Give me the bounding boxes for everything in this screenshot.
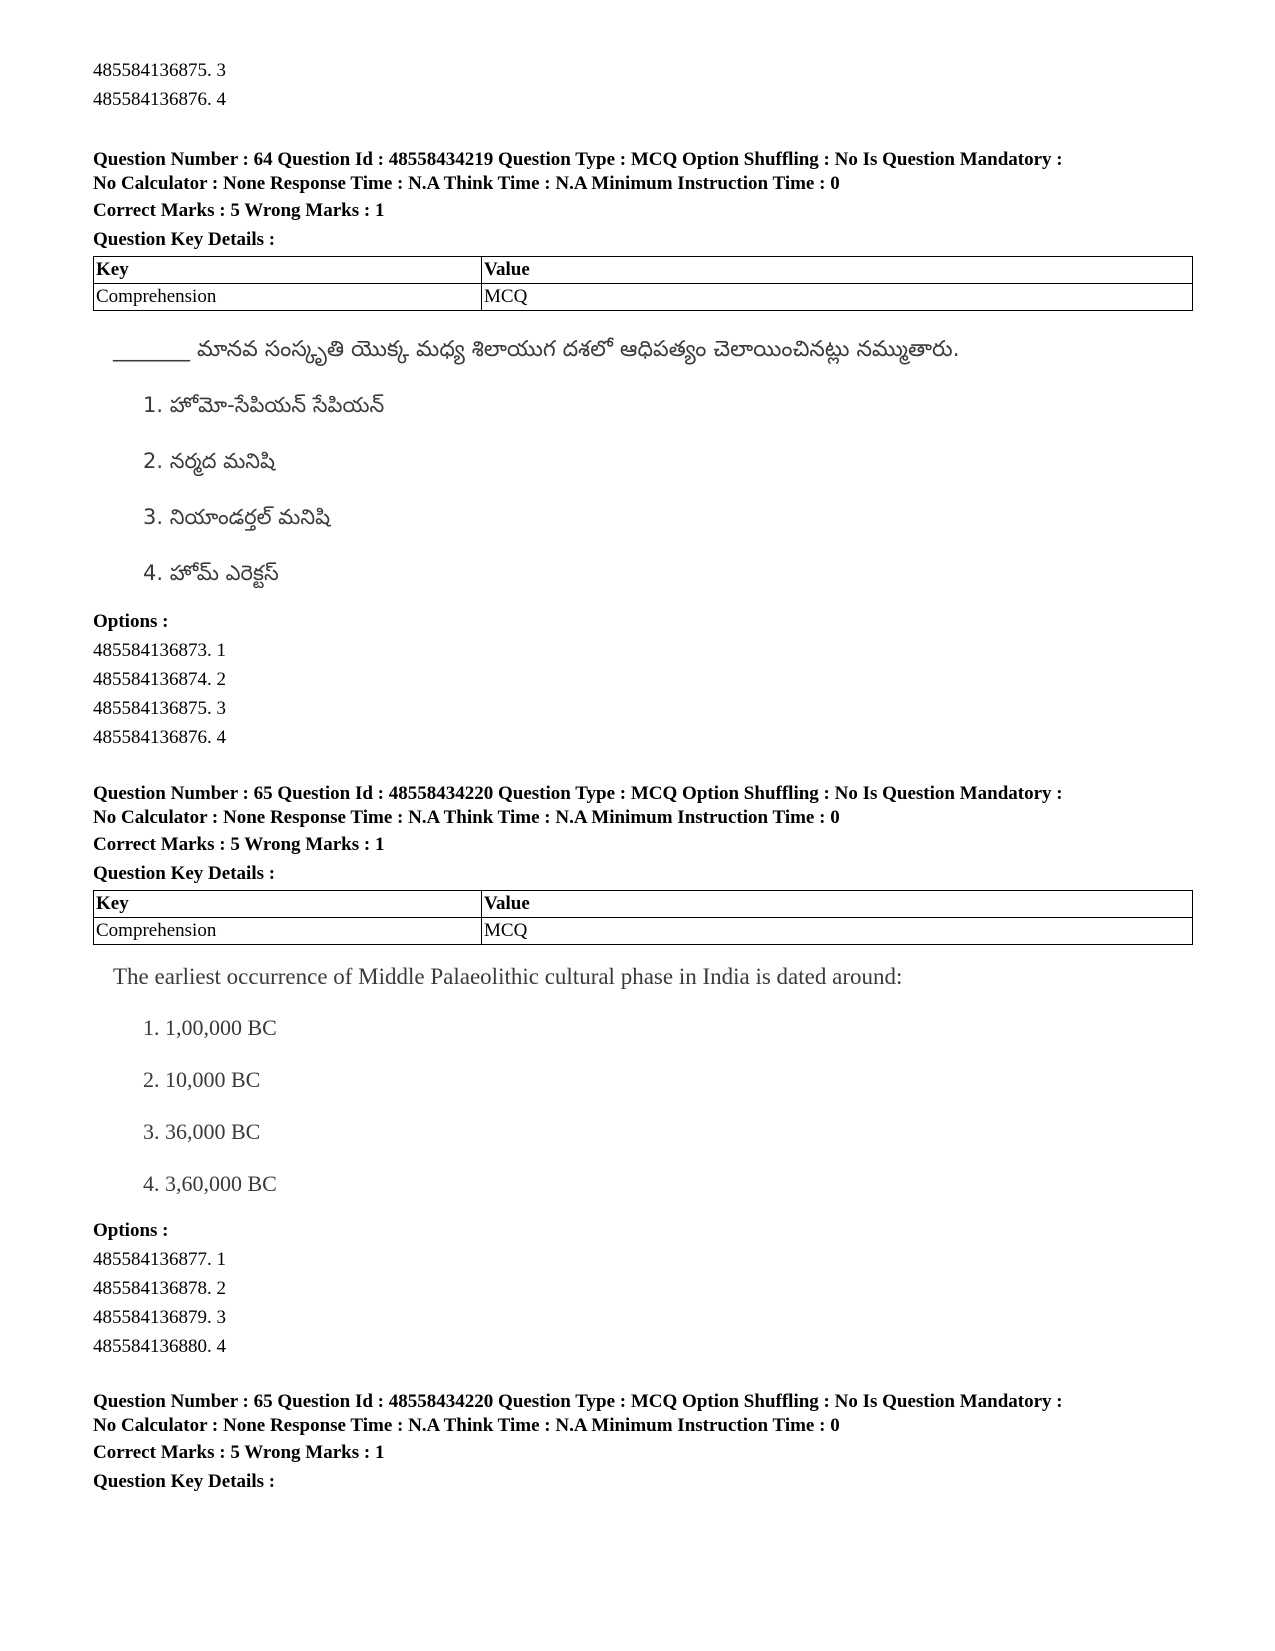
key-details-label: Question Key Details : xyxy=(93,229,276,250)
table-header-row xyxy=(94,257,1193,284)
table-header-value: Value xyxy=(482,891,1193,918)
question-header-line2: No Calculator : None Response Time : N.A Think Time : N.A Minimum Instruction Time : 0 xyxy=(93,1415,840,1436)
choice-item: 3. నియాండర్తల్ మనిషి xyxy=(143,505,331,529)
question-65-image xyxy=(93,962,1193,992)
question-65-options xyxy=(93,1216,226,1361)
option-line: 485584136873. 1 xyxy=(93,640,226,661)
choice-item: 2. నర్మద మనిషి xyxy=(143,449,276,473)
option-line: 485584136874. 2 xyxy=(93,669,226,690)
choice-item: 4. 3,60,000 BC xyxy=(143,1171,277,1196)
choice-item: 3. 36,000 BC xyxy=(143,1119,261,1144)
marks-line: Correct Marks : 5 Wrong Marks : 1 xyxy=(93,834,385,855)
table-row xyxy=(94,284,1193,311)
key-details-table xyxy=(93,890,1193,945)
question-header-line1: Question Number : 65 Question Id : 48558434220 Question Type : MCQ Option Shuffling : No Is Question Mandatory : xyxy=(93,1391,1063,1412)
table-header-row xyxy=(94,891,1193,918)
question-stem: The earliest occurrence of Middle Palaeolithic cultural phase in India is dated around: xyxy=(113,964,903,989)
option-line: 485584136875. 3 xyxy=(93,60,226,81)
question-header-line2: No Calculator : None Response Time : N.A Think Time : N.A Minimum Instruction Time : 0 xyxy=(93,807,840,828)
choice-item: 1. 1,00,000 BC xyxy=(143,1015,277,1040)
question-64-options xyxy=(93,607,226,752)
question-header-line2: No Calculator : None Response Time : N.A Think Time : N.A Minimum Instruction Time : 0 xyxy=(93,173,840,194)
option-line: 485584136878. 2 xyxy=(93,1278,226,1299)
question-65-repeat-block xyxy=(93,1390,1193,1496)
table-cell-value: MCQ xyxy=(482,918,1193,945)
table-cell-value: MCQ xyxy=(482,284,1193,311)
table-header-value: Value xyxy=(482,257,1193,284)
choice-item: 2. 10,000 BC xyxy=(143,1067,261,1092)
marks-line: Correct Marks : 5 Wrong Marks : 1 xyxy=(93,200,385,221)
key-details-table xyxy=(93,256,1193,311)
table-cell-key: Comprehension xyxy=(94,284,482,311)
option-line: 485584136877. 1 xyxy=(93,1249,226,1270)
question-64-block xyxy=(93,148,1193,311)
option-line: 485584136876. 4 xyxy=(93,727,226,748)
question-header-line1: Question Number : 64 Question Id : 48558434219 Question Type : MCQ Option Shuffling : No Is Question Mandatory : xyxy=(93,149,1063,170)
choice-item: 4. హోమ్ ఎరెక్టస్ xyxy=(143,561,279,585)
key-details-label: Question Key Details : xyxy=(93,863,276,884)
question-64-choices xyxy=(93,390,384,614)
question-stem: _______ మానవ సంస్కృతి యొక్క మధ్య శిలాయుగ దశలో ఆధిపత్యం చెలాయించినట్లు నమ్ముతారు. xyxy=(113,337,960,362)
table-header-key: Key xyxy=(94,891,482,918)
table-cell-key: Comprehension xyxy=(94,918,482,945)
option-line: 485584136875. 3 xyxy=(93,698,226,719)
question-64-image xyxy=(93,335,1193,365)
options-label: Options : xyxy=(93,1220,169,1241)
top-options-list xyxy=(93,56,226,114)
question-65-block xyxy=(93,782,1193,945)
options-label: Options : xyxy=(93,611,169,632)
question-65-choices xyxy=(93,1013,277,1221)
option-line: 485584136880. 4 xyxy=(93,1336,226,1357)
choice-item: 1. హోమో-సేపియన్ సేపియన్ xyxy=(143,393,385,417)
option-line: 485584136879. 3 xyxy=(93,1307,226,1328)
key-details-label: Question Key Details : xyxy=(93,1471,276,1492)
table-row xyxy=(94,918,1193,945)
option-line: 485584136876. 4 xyxy=(93,89,226,110)
table-header-key: Key xyxy=(94,257,482,284)
question-header-line1: Question Number : 65 Question Id : 48558434220 Question Type : MCQ Option Shuffling : No Is Question Mandatory : xyxy=(93,783,1063,804)
marks-line: Correct Marks : 5 Wrong Marks : 1 xyxy=(93,1442,385,1463)
